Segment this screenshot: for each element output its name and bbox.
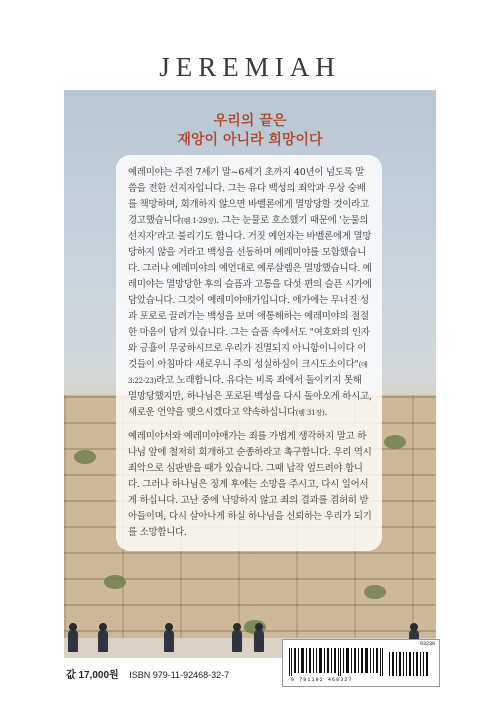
barcode-bars-icon — [289, 648, 433, 676]
text-span: 라고 노래합니다. 유다는 비록 죄에서 돌이키지 못해 멸망당했지만, 하나님은 포로된 백성을 다시 돌아오게 하시고, 새로운 언약을 맺으시겠다고 약속하십니다 — [128, 375, 372, 418]
text-span: . — [324, 407, 328, 418]
scripture-reference: (애 3:22-23) — [128, 361, 368, 385]
price-isbn-row — [66, 666, 237, 681]
text-span: . 그는 눈물로 호소했기 때문에 '눈물의 선지자'라고 불리기도 합니다. 거짓 예언자는 바벨론에게 멸망당하지 않을 거라고 백성을 선동하며 예레미야를 모함했습니다. 그러나 예레미야의 예언대로 예루살렘은 멸망했습니다. 예레미야는 멸망당한 후의 슬픔과 고통을 다섯 편의 슬픈 시가에 담았습니다. 그것이 예레미야애가입니다. 애가에는 무너진 성과 포로로 끌려가는 백성을 보며 애통해하는 예레미야의 절절한 마음이 담겨 있습니다. 그는 슬픔 속에서도 "여호와의 인자와 긍휼이 무궁하시므로 우리가 진멸되지 아니함이니이다 이것들이 아침마다 새로우니 주의 성실하심이 크시도소이다" — [128, 215, 372, 370]
barcode-addon: 03230 — [419, 641, 435, 647]
barcode — [282, 639, 440, 687]
wall-plant-icon — [364, 585, 386, 599]
description — [128, 165, 372, 549]
wall-plant-icon — [74, 450, 96, 464]
tagline-line-1: 우리의 끝은 — [213, 113, 287, 129]
price: 값 17,000원 — [66, 670, 119, 681]
text-span: 예레미야는 주전 7세기 말~6세기 초까지 40년이 넘도록 말씀을 전한 선지자입니다. 그는 유다 백성의 죄악과 우상 숭배를 책망하며, 회개하지 않으면 바벨론에게 멸망당할 것이라고 경고했습니다 — [128, 167, 369, 226]
description-paragraph-2: 예레미야서와 예레미야애가는 죄를 가볍게 생각하지 말고 하나님 앞에 철저히 회개하고 순종하라고 촉구합니다. 우리 역시 죄악으로 심판받을 때가 있습니다. 그때 납작 엎드려야 합니다. 그러나 하나님은 징계 후에는 소망을 주시고, 다시 일어서게 하십니다. 고난 중에 낙망하지 않고 죄의 결과를 겸허히 받아들이며, 다시 살아나게 하실 하나님을 신뢰하는 우리가 되기를 소망합니다. — [128, 431, 372, 538]
person-figure-icon — [164, 630, 174, 652]
tagline-line-2: 재앙이 아니라 희망이다 — [177, 132, 323, 148]
scripture-reference: (렘 31장) — [295, 409, 325, 417]
person-figure-icon — [232, 630, 242, 652]
wall-plant-icon — [104, 575, 126, 589]
wall-plant-icon — [384, 435, 406, 449]
person-figure-icon — [68, 630, 78, 652]
description-paragraph-1 — [128, 165, 372, 421]
barcode-digits: 9 791192 468327 — [291, 677, 353, 683]
person-figure-icon — [254, 630, 264, 652]
person-figure-icon — [98, 630, 108, 652]
scripture-reference: (렘 1-29장) — [181, 217, 217, 225]
isbn: ISBN 979-11-92468-32-7 — [129, 670, 230, 680]
book-title: JEREMIAH — [159, 52, 341, 82]
tagline — [64, 112, 436, 150]
